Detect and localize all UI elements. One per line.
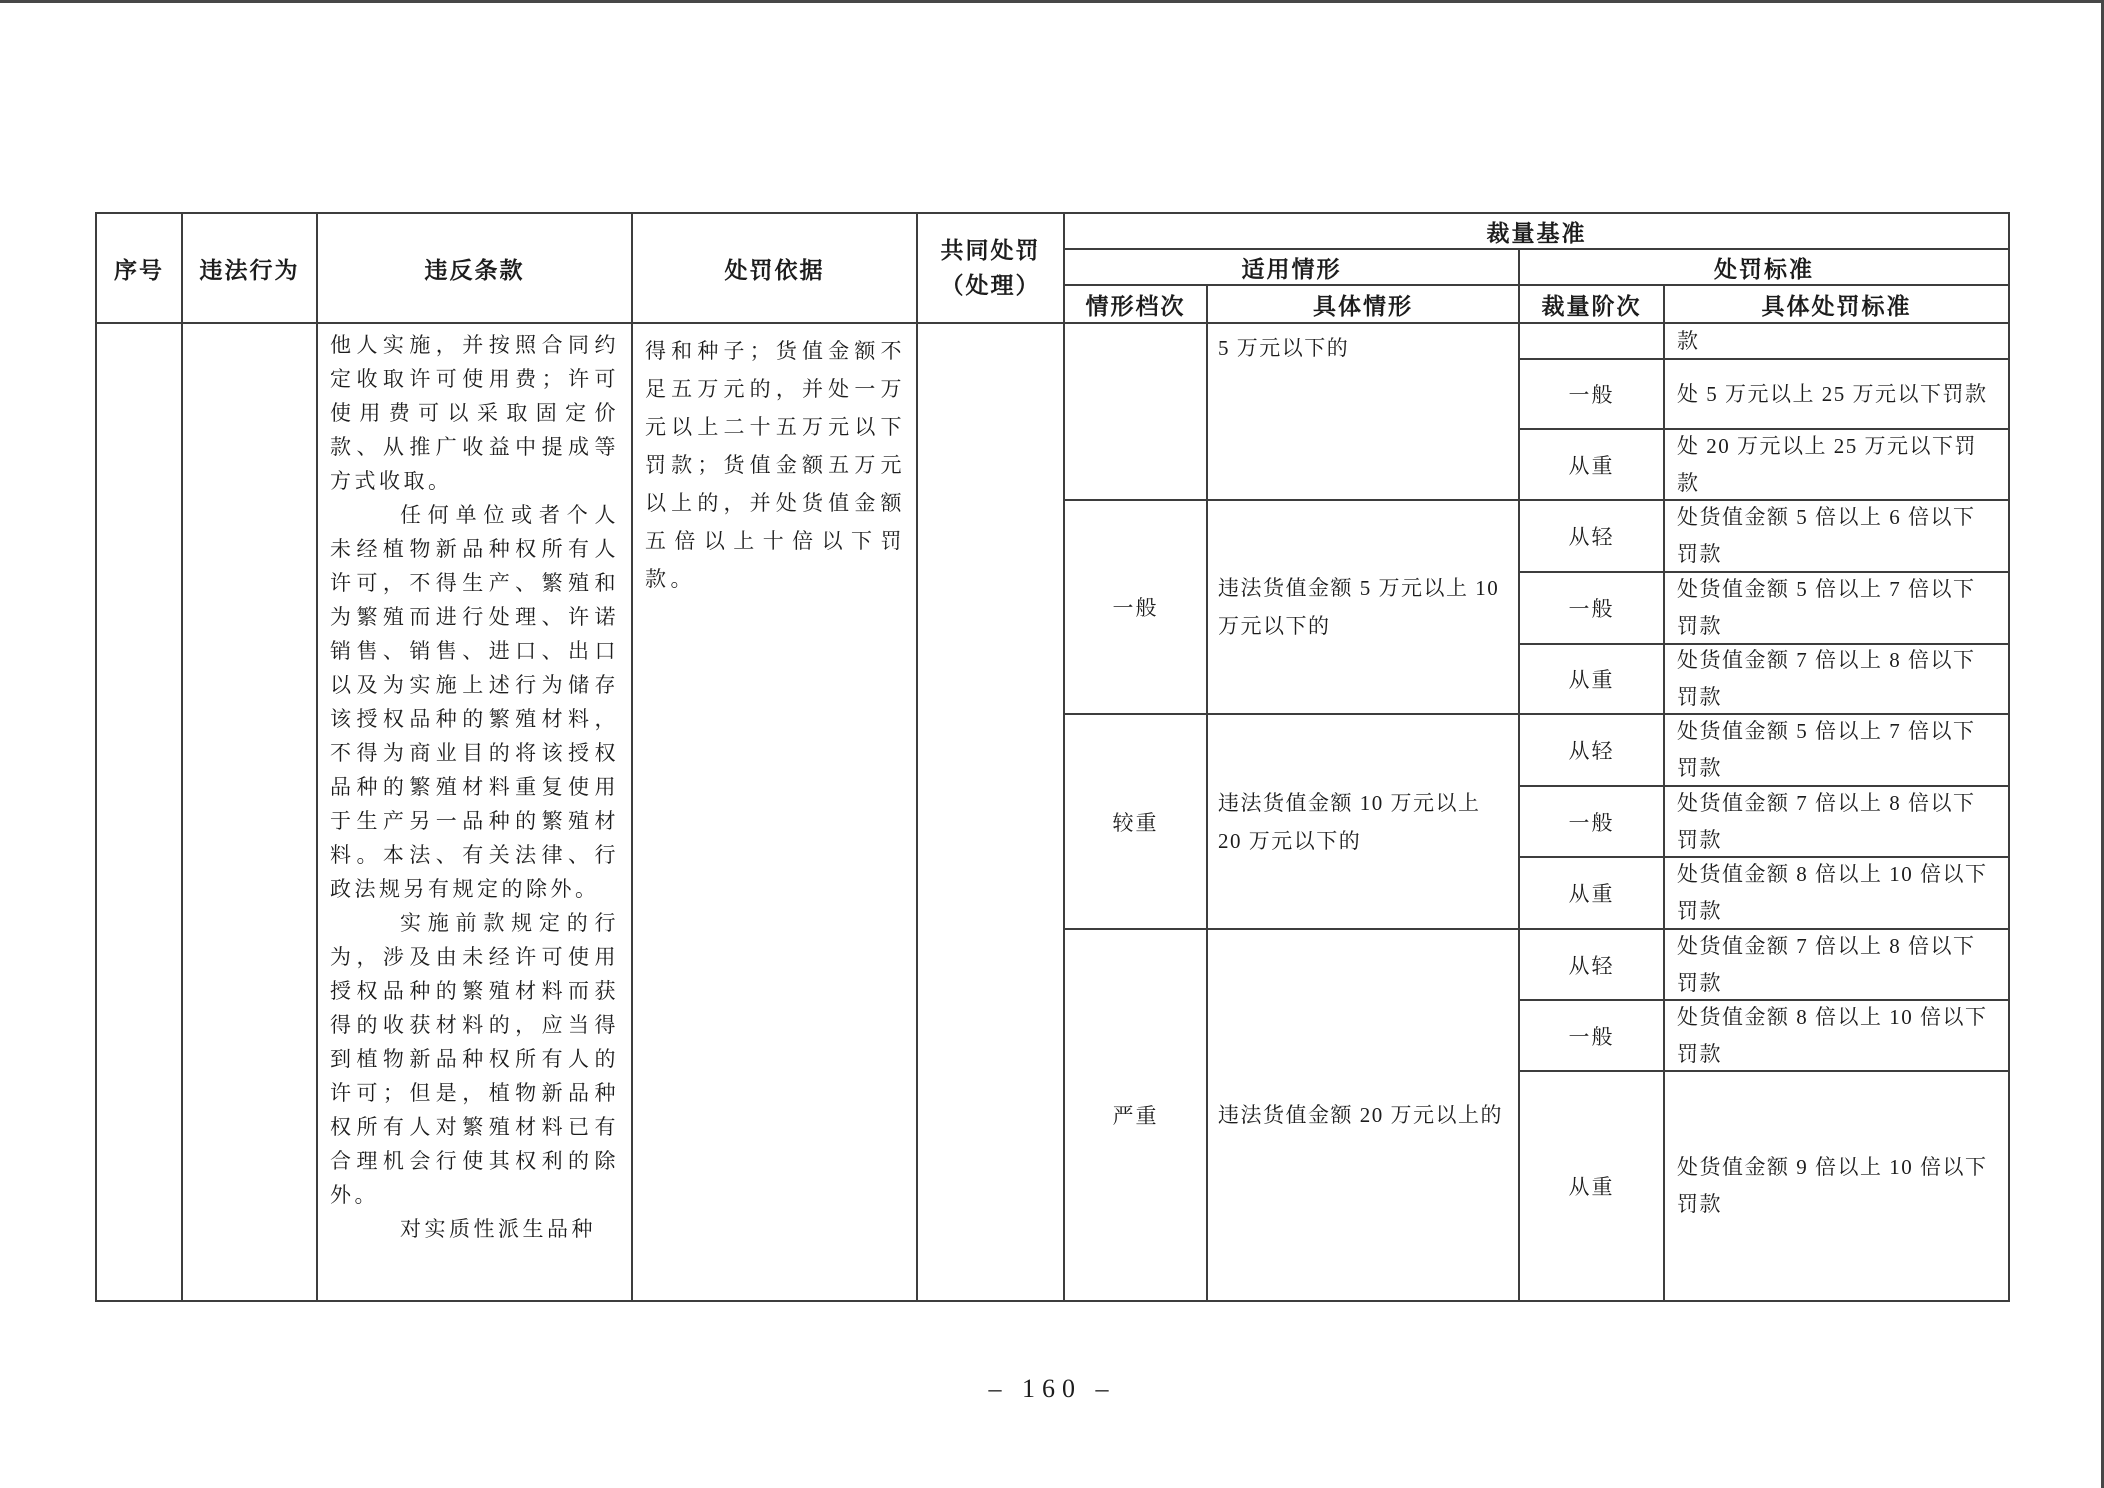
block3-circumstance-cell [1208, 715, 1520, 930]
header-label-joint-penalty-line2: （处理） [940, 272, 1041, 298]
header-cell-seq [97, 214, 183, 324]
block3-stage-1 [1520, 715, 1665, 787]
header-label-discretion-benchmark: 裁量基准 [1486, 219, 1587, 246]
block1-standard-3 [1665, 430, 2010, 501]
block4-standard-2-text: 处货值金额 8 倍以上 10 倍以下罚款 [1677, 1004, 1988, 1066]
block2-stage-2 [1520, 573, 1665, 645]
block3-stage-1-label: 从轻 [1568, 739, 1615, 763]
body-cell-illegal-act-empty [183, 324, 318, 1302]
header-cell-specific-circumstance [1208, 286, 1520, 324]
block1-level-cell [1065, 324, 1208, 501]
block1-stage-2 [1520, 360, 1665, 430]
block4-circumstance-text: 违法货值金额 20 万元以上的 [1218, 1103, 1503, 1127]
header-cell-penalty-basis [633, 214, 918, 324]
body-cell-seq-empty [97, 324, 183, 1302]
header-cell-violated-clause [318, 214, 633, 324]
block3-level-cell [1065, 715, 1208, 930]
block3-standard-1 [1665, 715, 2010, 787]
block2-standard-3-text: 处货值金额 7 倍以上 8 倍以下罚款 [1677, 648, 1976, 709]
block2-standard-3 [1665, 645, 2010, 715]
clause-paragraph-1: 他人实施，并按照合同约定收取许可使用费；许可使用费可以采取固定价款、从推广收益中提成等方式收取。 [330, 333, 619, 493]
block4-standard-1 [1665, 930, 2010, 1001]
header-label-seq: 序号 [114, 256, 164, 283]
header-label-specific-circumstance: 具体情形 [1313, 292, 1413, 319]
block2-standard-2-text: 处货值金额 5 倍以上 7 倍以下罚款 [1677, 577, 1976, 638]
block4-standard-3 [1665, 1072, 2010, 1302]
header-label-specific-penalty-standard: 具体处罚标准 [1761, 292, 1912, 319]
clause-paragraph-3: 实施前款规定的行为，涉及由未经许可使用授权品种的繁殖材料而获得的收获材料的，应当得到植物新品种权所有人的许可；但是，植物新品种权所有人对繁殖材料已有合理机会行使其权利的除外。 [330, 911, 619, 1207]
header-cell-penalty-standard [1520, 250, 2010, 286]
block1-stage-3-label: 从重 [1568, 453, 1615, 478]
block2-stage-3 [1520, 645, 1665, 715]
header-cell-joint-penalty [918, 214, 1065, 324]
block3-standard-3 [1665, 858, 2010, 930]
block2-standard-1-text: 处货值金额 5 倍以上 6 倍以下罚款 [1677, 505, 1976, 566]
block4-level-label: 严重 [1112, 1104, 1159, 1128]
block3-standard-1-text: 处货值金额 5 倍以上 7 倍以下罚款 [1677, 719, 1976, 780]
block1-circumstance-text: 5 万元以下的 [1218, 336, 1350, 360]
header-label-penalty-basis: 处罚依据 [724, 256, 825, 283]
block1-standard-1-text: 款 [1677, 328, 1700, 353]
block2-stage-1-label: 从轻 [1568, 525, 1615, 549]
block3-stage-2-label: 一般 [1568, 810, 1615, 835]
block3-stage-3 [1520, 858, 1665, 930]
header-label-joint-penalty-line1: 共同处罚 [940, 237, 1041, 263]
block2-standard-1 [1665, 501, 2010, 573]
penalty-basis-text: 得和种子；货值金额不足五万元的，并处一万元以上二十五万元以下罚款；货值金额五万元以上的，并处货值金额五倍以上十倍以下罚款。 [645, 339, 906, 591]
header-label-applicable-circumstance: 适用情形 [1241, 255, 1342, 282]
block2-standard-2 [1665, 573, 2010, 645]
block4-stage-1-label: 从轻 [1568, 953, 1615, 978]
block2-stage-3-label: 从重 [1568, 668, 1615, 692]
block1-stage-3 [1520, 430, 1665, 501]
block4-stage-3-label: 从重 [1568, 1175, 1615, 1199]
block3-stage-3-label: 从重 [1568, 882, 1615, 906]
block3-standard-3-text: 处货值金额 8 倍以上 10 倍以下罚款 [1677, 862, 1988, 923]
header-cell-discretion-benchmark [1065, 214, 2010, 250]
block3-circumstance-text: 违法货值金额 10 万元以上 20 万元以下的 [1218, 790, 1481, 853]
header-cell-applicable-circumstance [1065, 250, 1520, 286]
block1-standard-3-text: 处 20 万元以上 25 万元以下罚款 [1677, 433, 1977, 495]
block4-level-cell [1065, 930, 1208, 1302]
block2-circumstance-cell [1208, 501, 1520, 715]
header-label-circumstance-level: 情形档次 [1085, 292, 1186, 319]
block2-circumstance-text: 违法货值金额 5 万元以上 10 万元以下的 [1218, 576, 1500, 638]
body-cell-violated-clause [318, 324, 633, 1302]
block2-stage-2-label: 一般 [1568, 597, 1615, 621]
block1-standard-2 [1665, 360, 2010, 430]
block1-standard-2-text: 处 5 万元以上 25 万元以下罚款 [1677, 381, 1988, 406]
block1-standard-1 [1665, 324, 2010, 360]
block3-stage-2 [1520, 787, 1665, 858]
block2-level-cell [1065, 501, 1208, 715]
clause-paragraph-2: 任何单位或者个人未经植物新品种权所有人许可，不得生产、繁殖和为繁殖而进行处理、许诺销售、销售、进口、出口以及为实施上述行为储存该授权品种的繁殖材料，不得为商业目的将该授权品种的繁殖材料重复使用于生产另一品种的繁殖材料。本法、有关法律、行政法规另有规定的除外。 [330, 503, 619, 901]
header-cell-discretion-stage [1520, 286, 1665, 324]
clause-paragraph-4: 对实质性派生品种 [400, 1217, 596, 1241]
penalty-discretion-table [95, 212, 2010, 1302]
block4-stage-1 [1520, 930, 1665, 1001]
block2-stage-1 [1520, 501, 1665, 573]
block4-standard-2 [1665, 1001, 2010, 1072]
block4-circumstance-cell [1208, 930, 1520, 1302]
block4-standard-1-text: 处货值金额 7 倍以上 8 倍以下罚款 [1677, 933, 1976, 995]
header-cell-circumstance-level [1065, 286, 1208, 324]
block1-stage-2-label: 一般 [1568, 383, 1615, 407]
block4-stage-2 [1520, 1001, 1665, 1072]
block4-stage-3 [1520, 1072, 1665, 1302]
block2-level-label: 一般 [1112, 596, 1159, 620]
block1-circumstance-cell [1208, 324, 1520, 501]
header-label-illegal-act: 违法行为 [199, 256, 300, 283]
header-cell-illegal-act [183, 214, 318, 324]
body-cell-penalty-basis [633, 324, 918, 1302]
block3-level-label: 较重 [1112, 810, 1159, 835]
header-label-violated-clause: 违反条款 [424, 256, 525, 283]
page-number: – 160 – [988, 1374, 1116, 1403]
block1-stage-1 [1520, 324, 1665, 360]
block3-standard-2 [1665, 787, 2010, 858]
block4-stage-2-label: 一般 [1568, 1024, 1615, 1049]
page-top-edge [0, 0, 2104, 3]
body-cell-joint-penalty-empty [918, 324, 1065, 1302]
header-cell-specific-penalty-standard [1665, 286, 2010, 324]
header-label-penalty-standard: 处罚标准 [1714, 255, 1814, 282]
header-label-discretion-stage: 裁量阶次 [1541, 292, 1642, 319]
block3-standard-2-text: 处货值金额 7 倍以上 8 倍以下罚款 [1677, 790, 1976, 852]
block4-standard-3-text: 处货值金额 9 倍以上 10 倍以下罚款 [1677, 1155, 1988, 1216]
